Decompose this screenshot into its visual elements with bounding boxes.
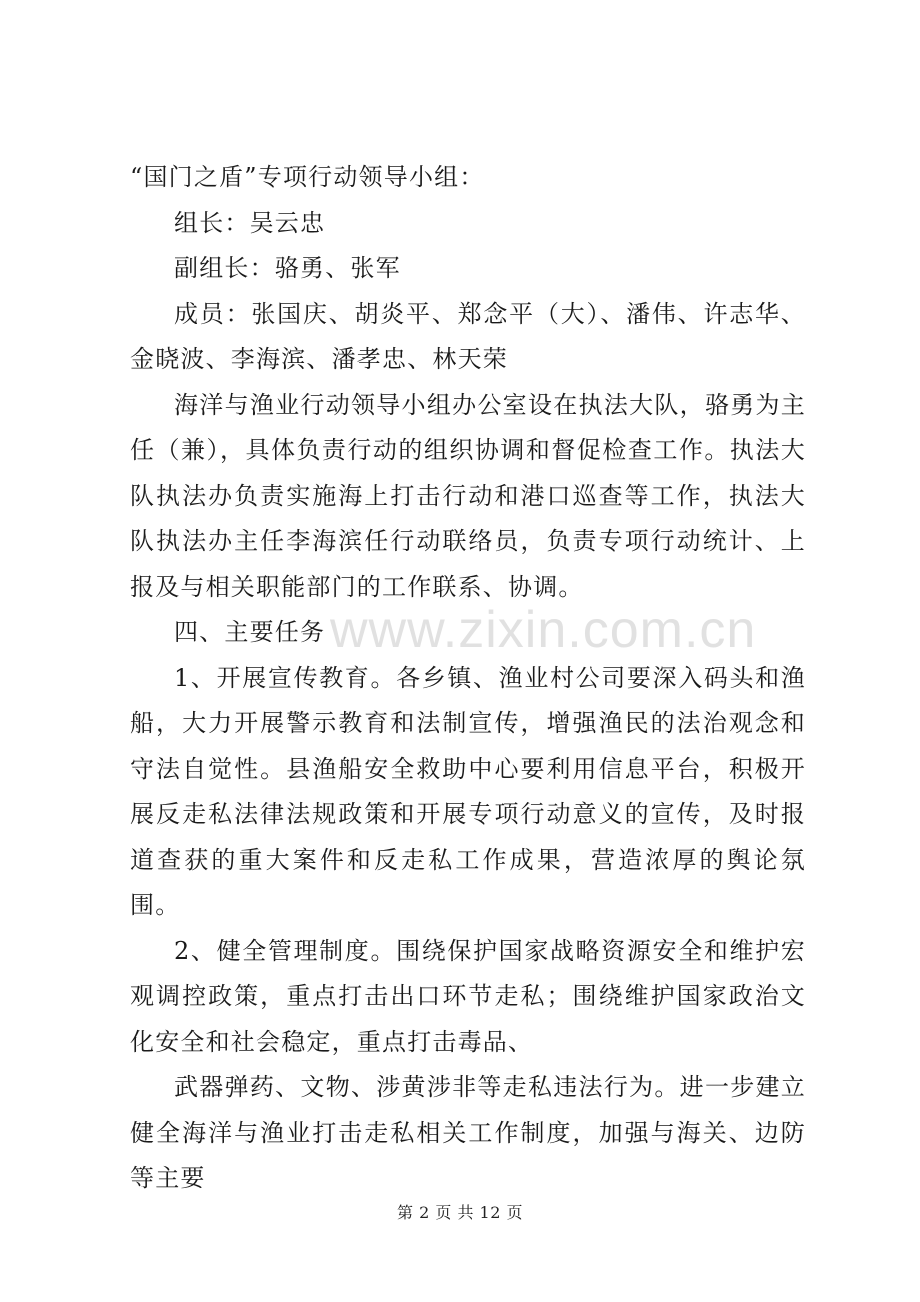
group-leader-line: 组长：吴云忠 <box>174 208 326 237</box>
leading-group-heading: “国门之盾”专项行动领导小组： <box>130 163 485 191</box>
task-2-continued-paragraph: 武器弹药、文物、涉黄涉非等走私违法行为。进一步建立健全海洋与渔业打击走私相关工作制度，加强与海关、边防等主要 <box>130 1073 806 1192</box>
document-body <box>130 155 806 1202</box>
task-2-paragraph: 2、健全管理制度。围绕保护国家战略资源安全和维护宏观调控政策，重点打击出口环节走私；围绕维护国家政治文化安全和社会稳定，重点打击毒品、 <box>130 936 806 1056</box>
deputy-leader-line: 副组长：骆勇、张军 <box>174 254 401 282</box>
office-paragraph: 海洋与渔业行动领导小组办公室设在执法大队，骆勇为主任（兼），具体负责行动的组织协调和督促检查工作。执法大队执法办负责实施海上打击行动和港口巡查等工作，执法大队执法办主任李海滨任行动联络员，负责专项行动统计、上报及与相关职能部门的工作联系、协调。 <box>130 390 806 601</box>
page-number-footer: 第 2 页 共 12 页 <box>397 1203 523 1222</box>
section-heading-main-tasks: 四、主要任务 <box>174 618 326 646</box>
task-1-paragraph: 1、开展宣传教育。各乡镇、渔业村公司要深入码头和渔船，大力开展警示教育和法制宣传，增强渔民的法治观念和守法自觉性。县渔船安全救助中心要利用信息平台，积极开展反走私法律法规政策和开展专项行动意义的宣传，及时报道查获的重大案件和反走私工作成果，营造浓厚的舆论氛围。 <box>130 663 806 919</box>
members-paragraph: 成员：张国庆、胡炎平、郑念平（大）、潘伟、许志华、金晓波、李海滨、潘孝忠、林天荣 <box>130 299 806 373</box>
site-watermark: www.zixin.com.cn <box>330 601 757 659</box>
